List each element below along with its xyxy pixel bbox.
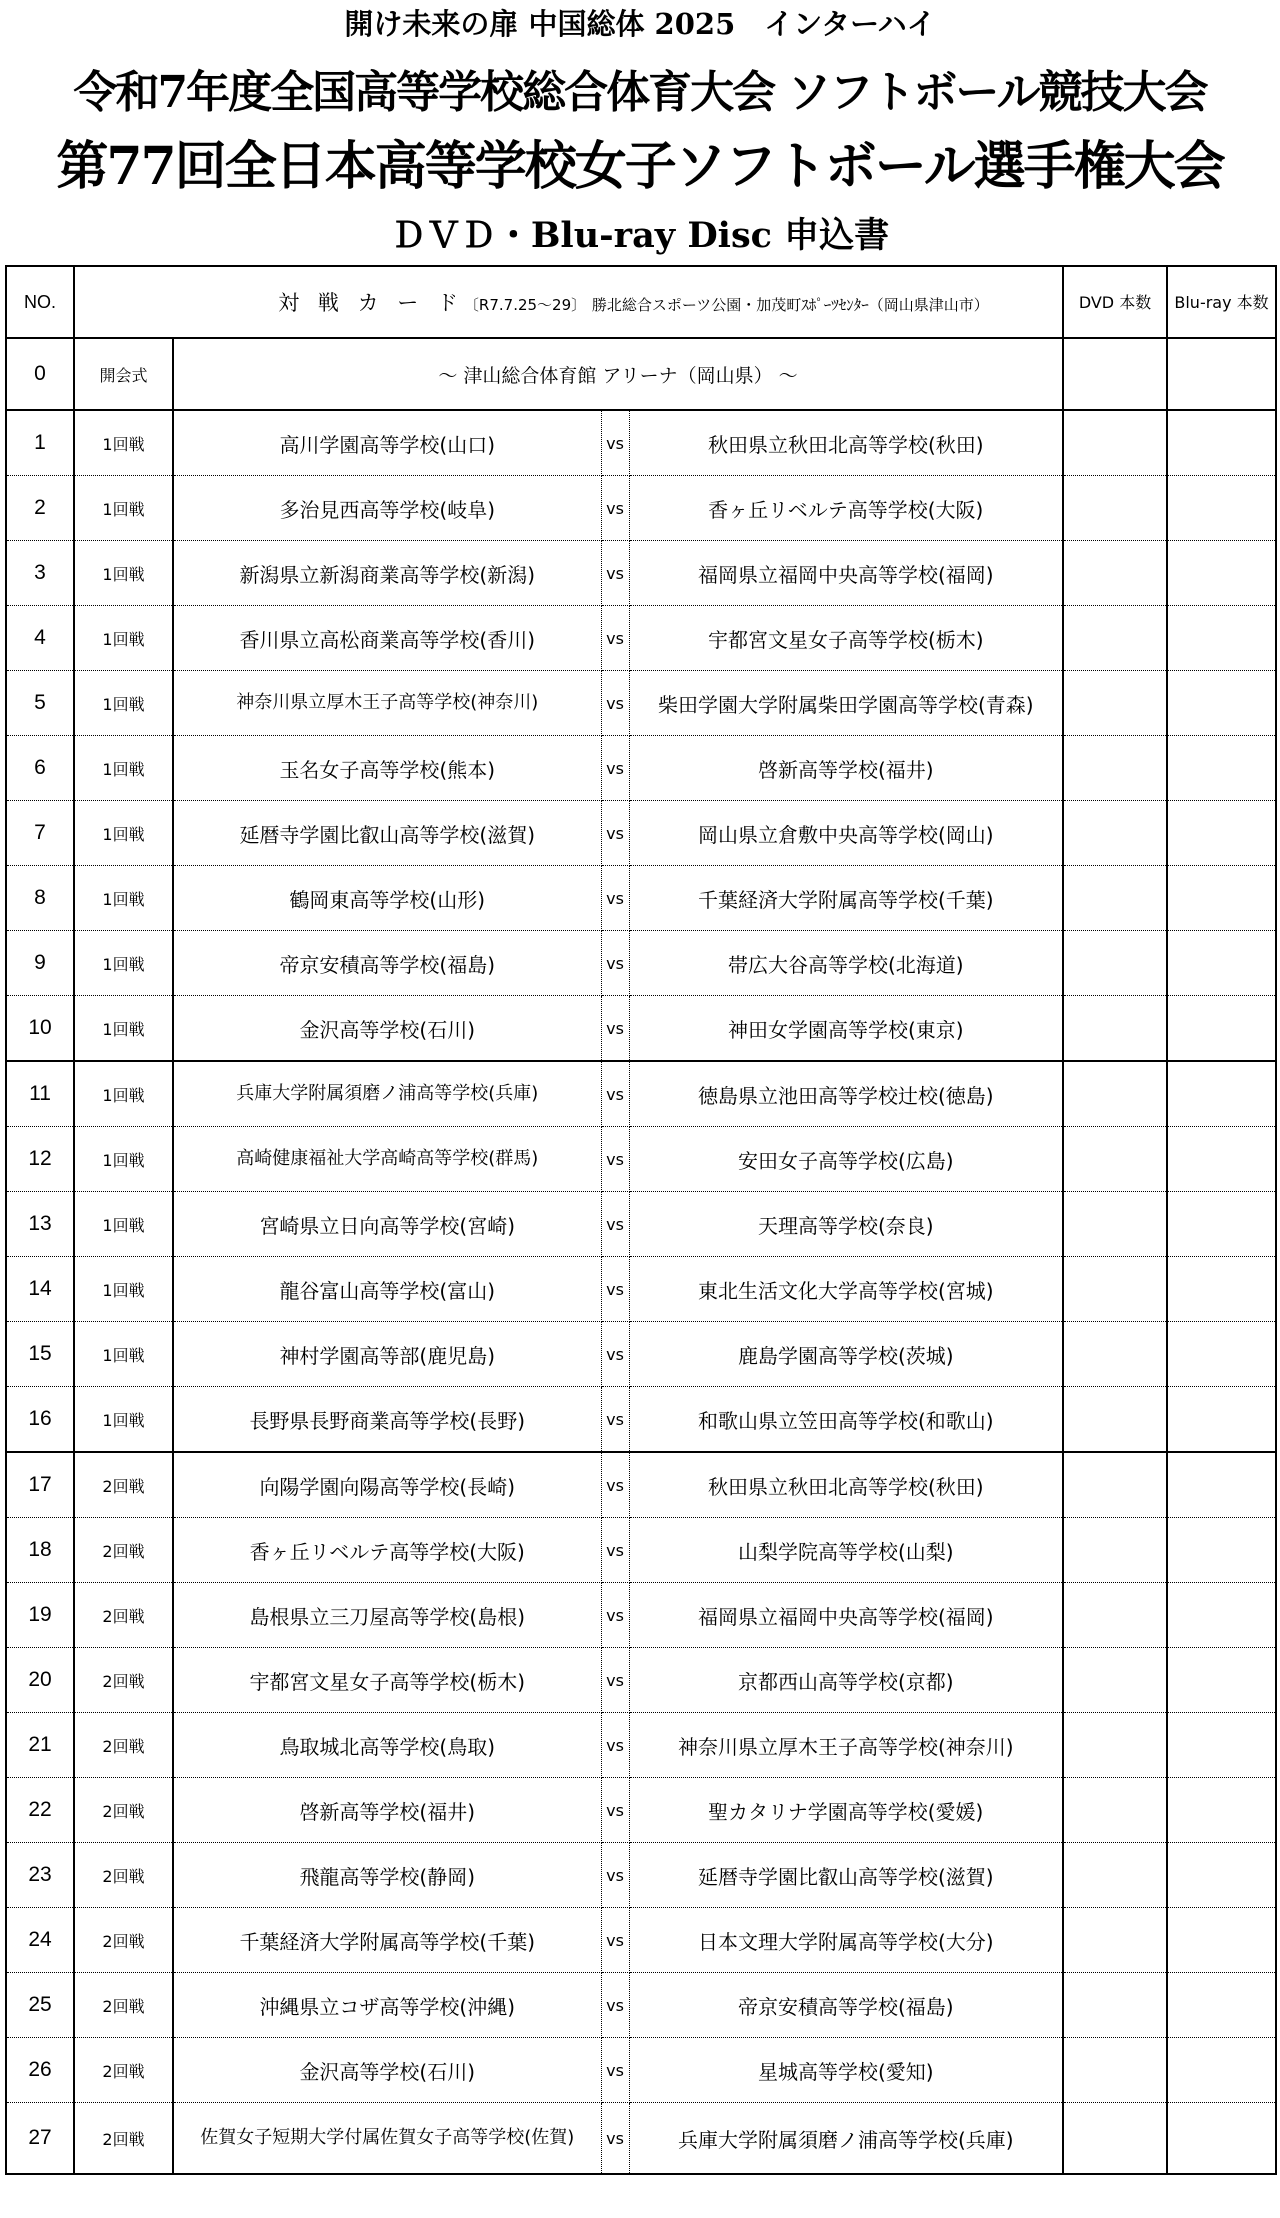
bluray-quantity-cell[interactable] <box>1167 1908 1276 1973</box>
vs-label: vs <box>601 1061 629 1127</box>
row-number: 27 <box>6 2103 74 2175</box>
bluray-quantity-cell[interactable] <box>1167 1843 1276 1908</box>
home-team: 延暦寺学園比叡山高等学校(滋賀) <box>173 801 601 866</box>
home-team: 新潟県立新潟商業高等学校(新潟) <box>173 541 601 606</box>
match-row <box>6 541 1276 606</box>
round-label: 1回戦 <box>74 1192 173 1257</box>
away-team: 安田女子高等学校(広島) <box>629 1127 1063 1192</box>
header-period: 〔R7.7.25～29〕 <box>463 296 587 314</box>
bluray-quantity-cell[interactable] <box>1167 410 1276 476</box>
row-number: 5 <box>6 671 74 736</box>
dvd-quantity-cell[interactable] <box>1063 931 1167 996</box>
vs-label: vs <box>601 1713 629 1778</box>
dvd-quantity-cell[interactable] <box>1063 1061 1167 1127</box>
home-team: 龍谷富山高等学校(富山) <box>173 1257 601 1322</box>
home-team: 香ヶ丘リベルテ高等学校(大阪) <box>173 1518 601 1583</box>
bluray-quantity-cell[interactable] <box>1167 2038 1276 2103</box>
away-team: 徳島県立池田高等学校辻校(徳島) <box>629 1061 1063 1127</box>
bluray-quantity-cell[interactable] <box>1167 1127 1276 1192</box>
match-row <box>6 866 1276 931</box>
bluray-quantity-cell[interactable] <box>1167 1973 1276 2038</box>
dvd-quantity-cell[interactable] <box>1063 1973 1167 2038</box>
table-header-row <box>6 266 1276 338</box>
match-row <box>6 1322 1276 1387</box>
match-row <box>6 1192 1276 1257</box>
row-number: 6 <box>6 736 74 801</box>
bluray-quantity-cell[interactable] <box>1167 541 1276 606</box>
bluray-quantity-cell[interactable] <box>1167 931 1276 996</box>
away-team: 帝京安積高等学校(福島) <box>629 1973 1063 2038</box>
home-team: 玉名女子高等学校(熊本) <box>173 736 601 801</box>
dvd-quantity-cell[interactable] <box>1063 1452 1167 1518</box>
row-number: 11 <box>6 1061 74 1127</box>
match-row <box>6 671 1276 736</box>
round-label: 2回戦 <box>74 1452 173 1518</box>
round-label: 2回戦 <box>74 1648 173 1713</box>
vs-label: vs <box>601 1387 629 1453</box>
document-header <box>0 0 1280 255</box>
opening-venue: ～ 津山総合体育館 アリーナ（岡山県） ～ <box>173 338 1063 410</box>
round-label: 1回戦 <box>74 801 173 866</box>
home-team: 飛龍高等学校(静岡) <box>173 1843 601 1908</box>
row-number: 0 <box>6 338 74 410</box>
vs-label: vs <box>601 410 629 476</box>
away-team: 福岡県立福岡中央高等学校(福岡) <box>629 541 1063 606</box>
home-team: 佐賀女子短期大学付属佐賀女子高等学校(佐賀) <box>173 2103 601 2175</box>
round-label: 2回戦 <box>74 1713 173 1778</box>
dvd-quantity-cell[interactable] <box>1063 1843 1167 1908</box>
vs-label: vs <box>601 1127 629 1192</box>
away-team: 星城高等学校(愛知) <box>629 2038 1063 2103</box>
header-dvd-count: DVD 本数 <box>1063 266 1167 338</box>
away-team: 兵庫大学附属須磨ノ浦高等学校(兵庫) <box>629 2103 1063 2175</box>
round-label: 1回戦 <box>74 736 173 801</box>
dvd-quantity-cell[interactable] <box>1063 1908 1167 1973</box>
home-team: 高川学園高等学校(山口) <box>173 410 601 476</box>
vs-label: vs <box>601 671 629 736</box>
row-number: 19 <box>6 1583 74 1648</box>
match-row <box>6 1257 1276 1322</box>
row-number: 9 <box>6 931 74 996</box>
form-title: ＤＶＤ・Blu-ray Disc 申込書 <box>390 215 890 256</box>
round-label: 1回戦 <box>74 1387 173 1453</box>
row-number: 22 <box>6 1778 74 1843</box>
vs-label: vs <box>601 1257 629 1322</box>
match-row <box>6 801 1276 866</box>
match-row <box>6 1908 1276 1973</box>
vs-label: vs <box>601 1192 629 1257</box>
round-label: 2回戦 <box>74 1908 173 1973</box>
home-team: 長野県長野商業高等学校(長野) <box>173 1387 601 1453</box>
vs-label: vs <box>601 1908 629 1973</box>
vs-label: vs <box>601 736 629 801</box>
away-team: 延暦寺学園比叡山高等学校(滋賀) <box>629 1843 1063 1908</box>
round-label: 1回戦 <box>74 1061 173 1127</box>
away-team: 宇都宮文星女子高等学校(栃木) <box>629 606 1063 671</box>
bluray-quantity-cell[interactable] <box>1167 2103 1276 2175</box>
away-team: 鹿島学園高等学校(茨城) <box>629 1322 1063 1387</box>
away-team: 香ヶ丘リベルテ高等学校(大阪) <box>629 476 1063 541</box>
round-label: 1回戦 <box>74 866 173 931</box>
round-label: 2回戦 <box>74 2038 173 2103</box>
round-label: 1回戦 <box>74 1127 173 1192</box>
bluray-quantity-cell[interactable] <box>1167 606 1276 671</box>
dvd-quantity-cell[interactable] <box>1063 1713 1167 1778</box>
round-label: 1回戦 <box>74 541 173 606</box>
match-row <box>6 2038 1276 2103</box>
vs-label: vs <box>601 866 629 931</box>
dvd-quantity-cell[interactable] <box>1063 1257 1167 1322</box>
dvd-quantity-cell[interactable] <box>1063 2103 1167 2175</box>
home-team: 兵庫大学附属須磨ノ浦高等学校(兵庫) <box>173 1061 601 1127</box>
bluray-quantity-cell[interactable] <box>1167 801 1276 866</box>
round-label: 1回戦 <box>74 410 173 476</box>
bluray-quantity-cell[interactable] <box>1167 1713 1276 1778</box>
dvd-quantity-cell[interactable] <box>1063 1648 1167 1713</box>
vs-label: vs <box>601 931 629 996</box>
home-team: 宮崎県立日向高等学校(宮崎) <box>173 1192 601 1257</box>
dvd-quantity-cell[interactable] <box>1063 1192 1167 1257</box>
vs-label: vs <box>601 476 629 541</box>
away-team: 京都西山高等学校(京都) <box>629 1648 1063 1713</box>
home-team: 沖縄県立コザ高等学校(沖縄) <box>173 1973 601 2038</box>
row-number: 14 <box>6 1257 74 1322</box>
event-tagline: 開け未来の扉 中国総体 2025 インターハイ <box>344 7 936 41</box>
vs-label: vs <box>601 1648 629 1713</box>
dvd-quantity-cell[interactable] <box>1063 476 1167 541</box>
vs-label: vs <box>601 1778 629 1843</box>
away-team: 岡山県立倉敷中央高等学校(岡山) <box>629 801 1063 866</box>
away-team: 日本文理大学附属高等学校(大分) <box>629 1908 1063 1973</box>
row-number: 12 <box>6 1127 74 1192</box>
dvd-quantity-cell[interactable] <box>1063 1518 1167 1583</box>
round-label: 1回戦 <box>74 606 173 671</box>
away-team: 神奈川県立厚木王子高等学校(神奈川) <box>629 1713 1063 1778</box>
round-label: 1回戦 <box>74 671 173 736</box>
match-row <box>6 1973 1276 2038</box>
dvd-quantity-cell[interactable] <box>1063 736 1167 801</box>
round-label: 2回戦 <box>74 1778 173 1843</box>
dvd-quantity-cell[interactable] <box>1063 1778 1167 1843</box>
header-venue: 勝北総合スポーツ公園・加茂町ｽﾎﾟｰﾂｾﾝﾀｰ（岡山県津山市） <box>591 296 989 314</box>
bluray-quantity-cell[interactable] <box>1167 1257 1276 1322</box>
home-team: 鳥取城北高等学校(鳥取) <box>173 1713 601 1778</box>
match-row <box>6 476 1276 541</box>
vs-label: vs <box>601 2038 629 2103</box>
vs-label: vs <box>601 1973 629 2038</box>
away-team: 秋田県立秋田北高等学校(秋田) <box>629 410 1063 476</box>
row-number: 3 <box>6 541 74 606</box>
home-team: 帝京安積高等学校(福島) <box>173 931 601 996</box>
away-team: 神田女学園高等学校(東京) <box>629 996 1063 1062</box>
match-row <box>6 1648 1276 1713</box>
away-team: 和歌山県立笠田高等学校(和歌山) <box>629 1387 1063 1453</box>
dvd-quantity-cell[interactable] <box>1063 1583 1167 1648</box>
row-number: 8 <box>6 866 74 931</box>
away-team: 天理高等学校(奈良) <box>629 1192 1063 1257</box>
bluray-quantity-cell[interactable] <box>1167 1648 1276 1713</box>
round-label: 2回戦 <box>74 1583 173 1648</box>
round-label: 1回戦 <box>74 476 173 541</box>
away-team: 福岡県立福岡中央高等学校(福岡) <box>629 1583 1063 1648</box>
opening-ceremony-row <box>6 338 1276 410</box>
bluray-quantity-cell[interactable] <box>1167 1192 1276 1257</box>
bluray-quantity-cell[interactable] <box>1167 1778 1276 1843</box>
home-team: 千葉経済大学附属高等学校(千葉) <box>173 1908 601 1973</box>
away-team: 東北生活文化大学高等学校(宮城) <box>629 1257 1063 1322</box>
header-card-label: 対 戦 カ ー ド <box>278 291 464 315</box>
away-team: 千葉経済大学附属高等学校(千葉) <box>629 866 1063 931</box>
round-label: 1回戦 <box>74 1322 173 1387</box>
match-row <box>6 996 1276 1062</box>
away-team: 柴田学園大学附属柴田学園高等学校(青森) <box>629 671 1063 736</box>
round-label: 2回戦 <box>74 1973 173 2038</box>
dvd-quantity-cell[interactable] <box>1063 606 1167 671</box>
round-label: 1回戦 <box>74 1257 173 1322</box>
header-no: NO. <box>6 266 74 338</box>
row-number: 26 <box>6 2038 74 2103</box>
row-number: 10 <box>6 996 74 1062</box>
row-number: 23 <box>6 1843 74 1908</box>
bluray-quantity-cell[interactable] <box>1167 1061 1276 1127</box>
bluray-quantity-cell[interactable] <box>1167 1452 1276 1518</box>
home-team: 島根県立三刀屋高等学校(島根) <box>173 1583 601 1648</box>
home-team: 啓新高等学校(福井) <box>173 1778 601 1843</box>
dvd-quantity-cell[interactable] <box>1063 1387 1167 1453</box>
bluray-quantity-cell[interactable] <box>1167 736 1276 801</box>
dvd-quantity-cell[interactable] <box>1063 671 1167 736</box>
away-team: 啓新高等学校(福井) <box>629 736 1063 801</box>
row-number: 21 <box>6 1713 74 1778</box>
home-team: 香川県立高松商業高等学校(香川) <box>173 606 601 671</box>
round-label: 1回戦 <box>74 931 173 996</box>
away-team: 帯広大谷高等学校(北海道) <box>629 931 1063 996</box>
vs-label: vs <box>601 996 629 1062</box>
dvd-quantity-cell[interactable] <box>1063 541 1167 606</box>
match-row <box>6 2103 1276 2175</box>
header-match-card <box>74 266 1063 338</box>
order-table <box>5 265 1277 2175</box>
vs-label: vs <box>601 1843 629 1908</box>
home-team: 金沢高等学校(石川) <box>173 2038 601 2103</box>
bluray-quantity-cell[interactable] <box>1167 1583 1276 1648</box>
match-row <box>6 1778 1276 1843</box>
dvd-quantity-cell[interactable] <box>1063 996 1167 1062</box>
row-number: 4 <box>6 606 74 671</box>
header-bluray-count: Blu-ray 本数 <box>1167 266 1276 338</box>
dvd-quantity-cell[interactable] <box>1063 338 1167 410</box>
bluray-quantity-cell[interactable] <box>1167 1322 1276 1387</box>
home-team: 神奈川県立厚木王子高等学校(神奈川) <box>173 671 601 736</box>
row-number: 24 <box>6 1908 74 1973</box>
bluray-quantity-cell[interactable] <box>1167 866 1276 931</box>
match-row <box>6 606 1276 671</box>
match-row <box>6 931 1276 996</box>
championship-title: 第77回全日本高等学校女子ソフトボール選手権大会 <box>56 136 1224 197</box>
away-team: 秋田県立秋田北高等学校(秋田) <box>629 1452 1063 1518</box>
bluray-quantity-cell[interactable] <box>1167 1518 1276 1583</box>
match-row <box>6 1583 1276 1648</box>
round-label: 1回戦 <box>74 996 173 1062</box>
bluray-quantity-cell[interactable] <box>1167 338 1276 410</box>
round-label: 2回戦 <box>74 2103 173 2175</box>
away-team: 聖カタリナ学園高等学校(愛媛) <box>629 1778 1063 1843</box>
vs-label: vs <box>601 1518 629 1583</box>
bluray-quantity-cell[interactable] <box>1167 476 1276 541</box>
vs-label: vs <box>601 2103 629 2175</box>
event-title: 令和7年度全国高等学校総合体育大会 ソフトボール競技大会 <box>73 67 1207 118</box>
home-team: 鶴岡東高等学校(山形) <box>173 866 601 931</box>
dvd-quantity-cell[interactable] <box>1063 1322 1167 1387</box>
round-label: 2回戦 <box>74 1518 173 1583</box>
round-label: 2回戦 <box>74 1843 173 1908</box>
row-number: 16 <box>6 1387 74 1453</box>
vs-label: vs <box>601 1322 629 1387</box>
home-team: 高崎健康福祉大学高崎高等学校(群馬) <box>173 1127 601 1192</box>
dvd-quantity-cell[interactable] <box>1063 410 1167 476</box>
match-row <box>6 1843 1276 1908</box>
round-label: 開会式 <box>74 338 173 410</box>
match-row <box>6 1452 1276 1518</box>
match-row <box>6 736 1276 801</box>
match-row <box>6 1387 1276 1453</box>
vs-label: vs <box>601 606 629 671</box>
row-number: 1 <box>6 410 74 476</box>
row-number: 13 <box>6 1192 74 1257</box>
bluray-quantity-cell[interactable] <box>1167 671 1276 736</box>
home-team: 神村学園高等部(鹿児島) <box>173 1322 601 1387</box>
home-team: 金沢高等学校(石川) <box>173 996 601 1062</box>
vs-label: vs <box>601 801 629 866</box>
bluray-quantity-cell[interactable] <box>1167 1387 1276 1453</box>
row-number: 15 <box>6 1322 74 1387</box>
row-number: 17 <box>6 1452 74 1518</box>
row-number: 20 <box>6 1648 74 1713</box>
home-team: 向陽学園向陽高等学校(長崎) <box>173 1452 601 1518</box>
dvd-quantity-cell[interactable] <box>1063 2038 1167 2103</box>
dvd-quantity-cell[interactable] <box>1063 866 1167 931</box>
match-row <box>6 1713 1276 1778</box>
row-number: 2 <box>6 476 74 541</box>
home-team: 多治見西高等学校(岐阜) <box>173 476 601 541</box>
away-team: 山梨学院高等学校(山梨) <box>629 1518 1063 1583</box>
vs-label: vs <box>601 1452 629 1518</box>
bluray-quantity-cell[interactable] <box>1167 996 1276 1062</box>
match-row <box>6 1061 1276 1127</box>
match-row <box>6 410 1276 476</box>
dvd-quantity-cell[interactable] <box>1063 1127 1167 1192</box>
vs-label: vs <box>601 541 629 606</box>
vs-label: vs <box>601 1583 629 1648</box>
row-number: 25 <box>6 1973 74 2038</box>
home-team: 宇都宮文星女子高等学校(栃木) <box>173 1648 601 1713</box>
row-number: 7 <box>6 801 74 866</box>
dvd-quantity-cell[interactable] <box>1063 801 1167 866</box>
match-row <box>6 1127 1276 1192</box>
match-row <box>6 1518 1276 1583</box>
row-number: 18 <box>6 1518 74 1583</box>
